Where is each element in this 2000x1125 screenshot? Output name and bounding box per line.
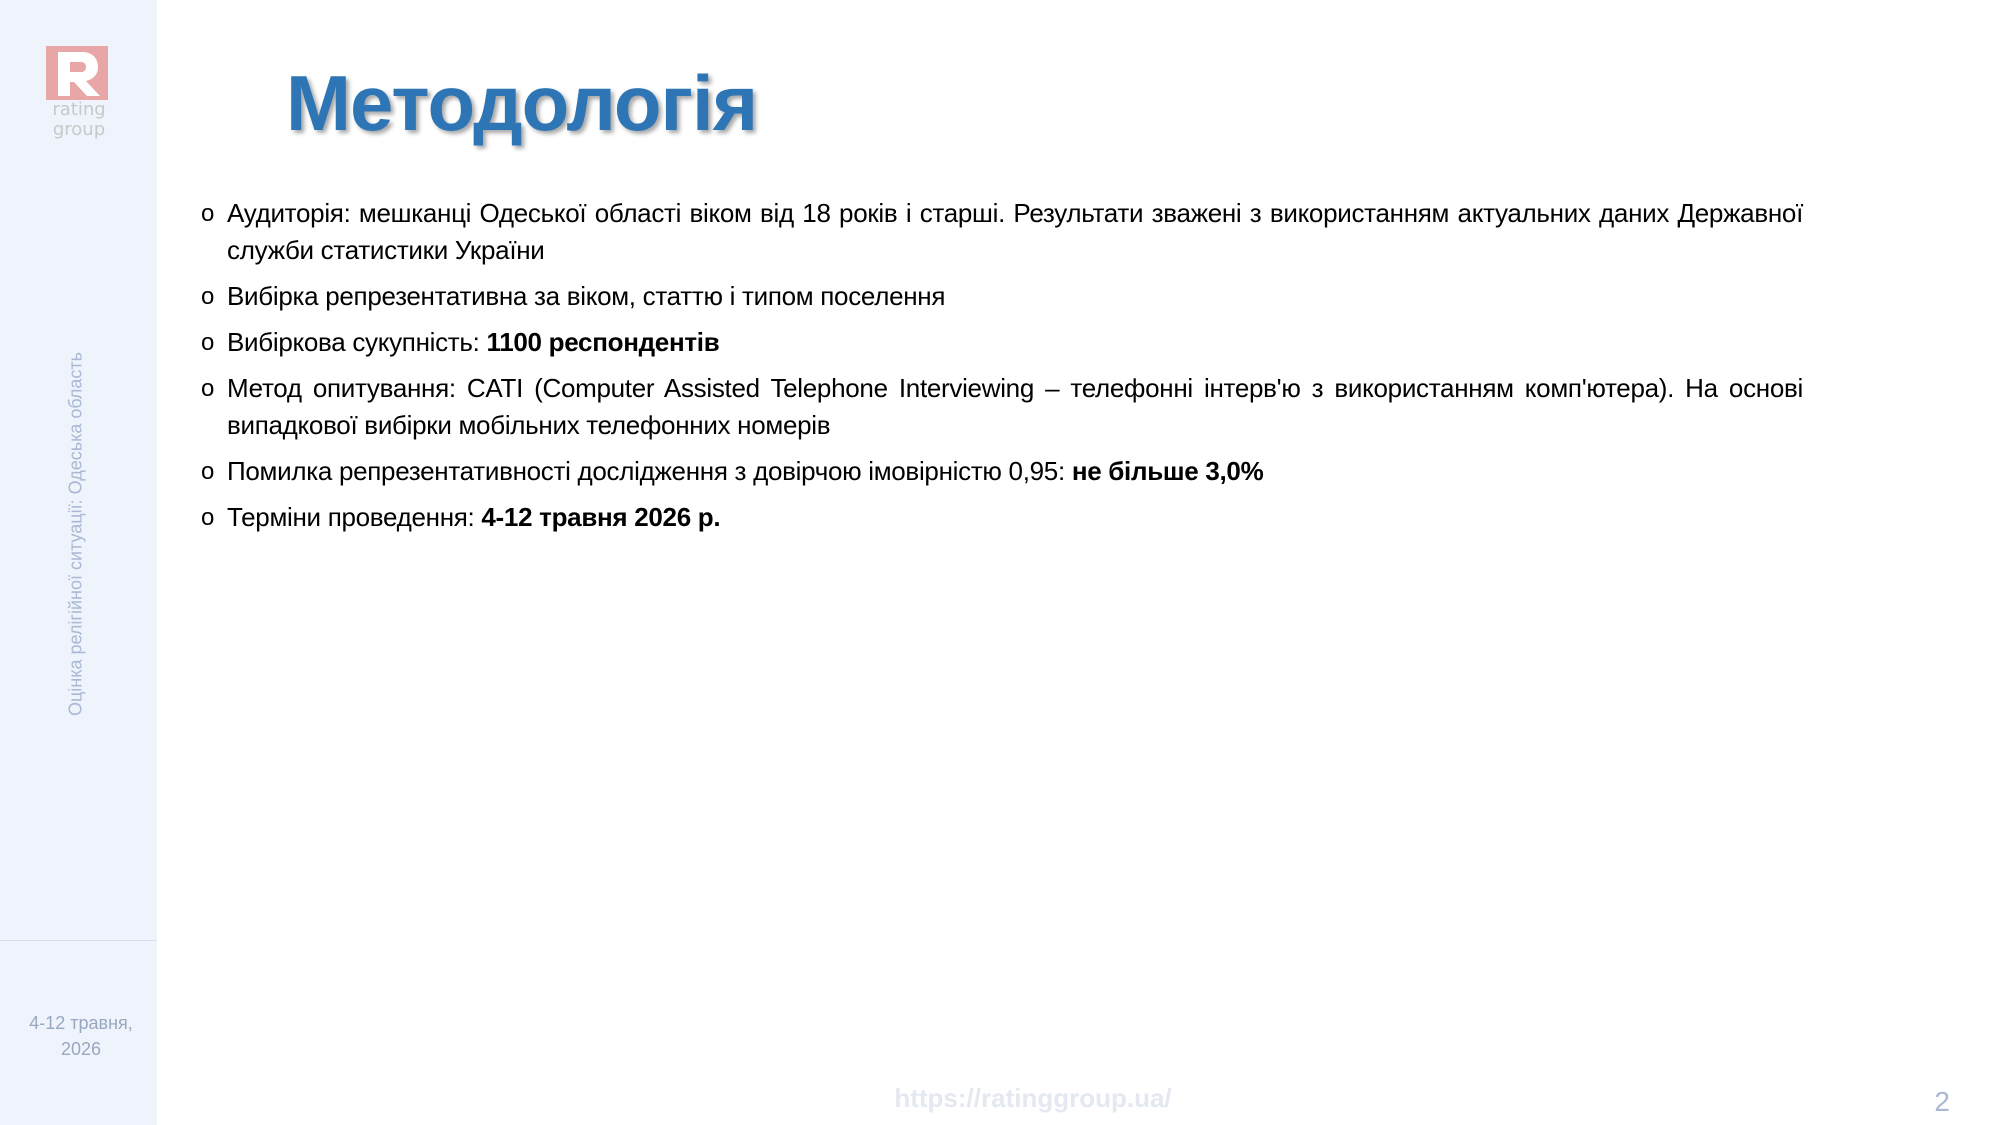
sidebar-date-line1: 4-12 травня, xyxy=(29,1013,133,1033)
list-item xyxy=(201,324,1803,361)
bullet-marker: o xyxy=(201,283,215,310)
bullet-marker: o xyxy=(201,329,215,356)
list-item xyxy=(201,278,1803,315)
logo-r-icon xyxy=(46,46,108,100)
bullet-bold-text: не більше 3,0% xyxy=(1071,456,1264,486)
footer-url-link[interactable]: https://ratinggroup.ua/ xyxy=(894,1083,1172,1113)
rating-group-logo xyxy=(44,46,114,146)
bullet-bold-text: 4-12 травня 2026 р. xyxy=(481,502,721,532)
bullet-marker: o xyxy=(201,504,215,531)
bullet-text: Терміни проведення: xyxy=(227,502,482,532)
methodology-list xyxy=(201,195,1803,545)
sidebar xyxy=(0,0,157,1125)
bullet-marker: o xyxy=(201,200,215,227)
page-number: 2 xyxy=(1934,1086,1950,1117)
list-item xyxy=(201,499,1803,536)
sidebar-date xyxy=(0,1010,162,1062)
list-item xyxy=(201,453,1803,490)
sidebar-divider xyxy=(0,940,157,941)
bullet-marker: o xyxy=(201,375,215,402)
bullet-bold-text: 1100 респондентів xyxy=(486,327,720,357)
list-item xyxy=(201,195,1803,269)
logo-text-rating: rating xyxy=(52,99,106,120)
list-item xyxy=(201,370,1803,444)
bullet-text: Вибірка репрезентативна за віком, статтю і типом поселення xyxy=(227,281,946,311)
page-title: Методологія xyxy=(286,59,758,147)
sidebar-date-line2: 2026 xyxy=(60,1039,102,1059)
bullet-marker: o xyxy=(201,458,215,485)
logo-text-group: group xyxy=(52,119,106,140)
bullet-text: Метод опитування: CATI (Computer Assisted Telephone Interviewing – телефонні інтерв'ю з використанням комп'ютера). На основі випадкової вибірки мобільних телефонних номерів xyxy=(227,373,1803,440)
bullet-text: Аудиторія: мешканці Одеської області віком від 18 років і старші. Результати зважені з використанням актуальних даних Державної служби статистики України xyxy=(227,198,1803,265)
vertical-subtitle: Оцінка релігійної ситуації: Одеська область xyxy=(65,351,86,717)
bullet-text: Вибіркова сукупність: xyxy=(227,327,487,357)
bullet-text: Помилка репрезентативності дослідження з довірчою імовірністю 0,95: xyxy=(227,456,1072,486)
